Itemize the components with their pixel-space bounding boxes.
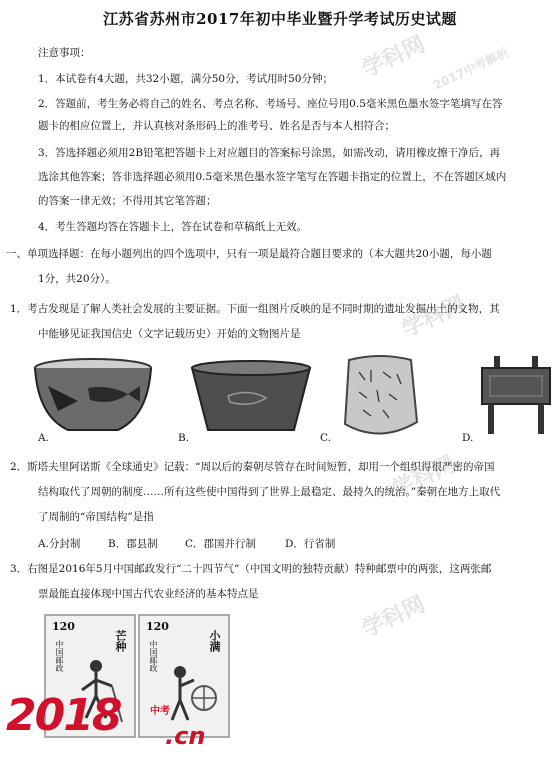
watermark: 学科网: [398, 292, 470, 343]
logo-domain: .cn: [165, 722, 206, 750]
notice-2: 2．答题前，考生务必将自己的姓名、考点名称、考场号、座位号用0.5毫米黑色墨水签字笔填写在答: [38, 98, 503, 110]
notice-3: 3．答选择题必须用2B铅笔把答题卡上对应题目的答案标号涂黑，如需改动，请用橡皮擦干净后，再: [38, 147, 501, 159]
question-1-cont: 中能够见证我国信史（文字记载历史）开始的文物图片是: [38, 328, 301, 340]
q2-option-d: D．行省制: [285, 538, 336, 550]
pottery-basin-image: [188, 358, 314, 436]
q2-option-c: C．郡国并行制: [185, 538, 257, 550]
oracle-bone-image: [335, 352, 425, 442]
stamp-xiaoman: [138, 614, 230, 738]
notice-1: 1．本试卷有4大题，共32小题，满分50分，考试用时50分钟；: [38, 73, 333, 85]
notice-3b: 选涂其他答案；答非选择题必须用0.5毫米黑色墨水签字笔写在答题卡指定的位置上，不在答题区域内: [38, 171, 507, 183]
watermark: 学科网: [388, 452, 460, 503]
watermark-sub: 2017中考解析: [431, 45, 511, 93]
stamp-name: 芒种: [114, 630, 127, 652]
watermark: 学科网: [358, 32, 430, 83]
watermark: 学科网: [358, 592, 430, 643]
option-a: A.: [38, 432, 49, 444]
stamp-value: 120: [146, 620, 169, 633]
section-1-header: 一、单项选择题：在每小题列出的四个选项中，只有一项是最符合题目要求的（本大题共20小题，每小题: [6, 248, 492, 260]
question-3-cont: 票最能直接体现中国古代农业经济的基本特点是: [38, 588, 259, 600]
notice-header: 注意事项：: [38, 47, 91, 59]
notice-2b: 题卡的相应位置上，并认真核对条形码上的准考号、姓名是否与本人相符合；: [38, 120, 395, 132]
stamp-brand: 中国邮政: [55, 640, 64, 672]
bronze-ding-image: [476, 356, 556, 438]
stamp-name: 小满: [208, 630, 221, 652]
q2-option-a: A.分封制: [38, 538, 81, 550]
section-1-header-cont: 1分，共20分）。: [38, 273, 116, 285]
option-d: D.: [462, 432, 474, 444]
painted-pottery-bowl-image: [28, 356, 158, 436]
notice-4: 4．考生答题均答在答题卡上，答在试卷和草稿纸上无效。: [38, 221, 308, 233]
question-2-cont: 结构取代了周朝的制度……所有这些使中国得到了世界上最稳定、最持久的统治。”秦朝在地方上取代: [38, 486, 501, 498]
option-b: B.: [178, 432, 190, 444]
question-2: 2．斯塔夫里阿诺斯《全球通史》记载：“周以后的秦朝尽管存在时间短暂，却用一个组织得很严密的帝国: [10, 461, 495, 473]
q2-option-b: B．郡县制: [108, 538, 158, 550]
logo-sub: 中考: [150, 706, 170, 717]
stamp-value: 120: [52, 620, 75, 633]
option-c: C.: [320, 432, 331, 444]
stamp-brand: 中国邮政: [149, 640, 158, 672]
page-title: 江苏省苏州市2017年初中毕业暨升学考试历史试题: [103, 10, 457, 28]
notice-3c: 的答案一律无效；不得用其它笔答题；: [38, 195, 217, 207]
question-2-cont-2: 了周制的“帝国结构”是指: [38, 511, 154, 523]
question-3: 3．右图是2016年5月中国邮政发行“二十四节气”（中国文明的独特贡献）特种邮票中的两张，这两张邮: [10, 563, 492, 575]
logo-year: 2018: [6, 690, 121, 741]
question-1: 1．考古发现是了解人类社会发展的主要证据。下面一组图片反映的是不同时期的遗址发掘出土的文物，其: [10, 303, 500, 315]
